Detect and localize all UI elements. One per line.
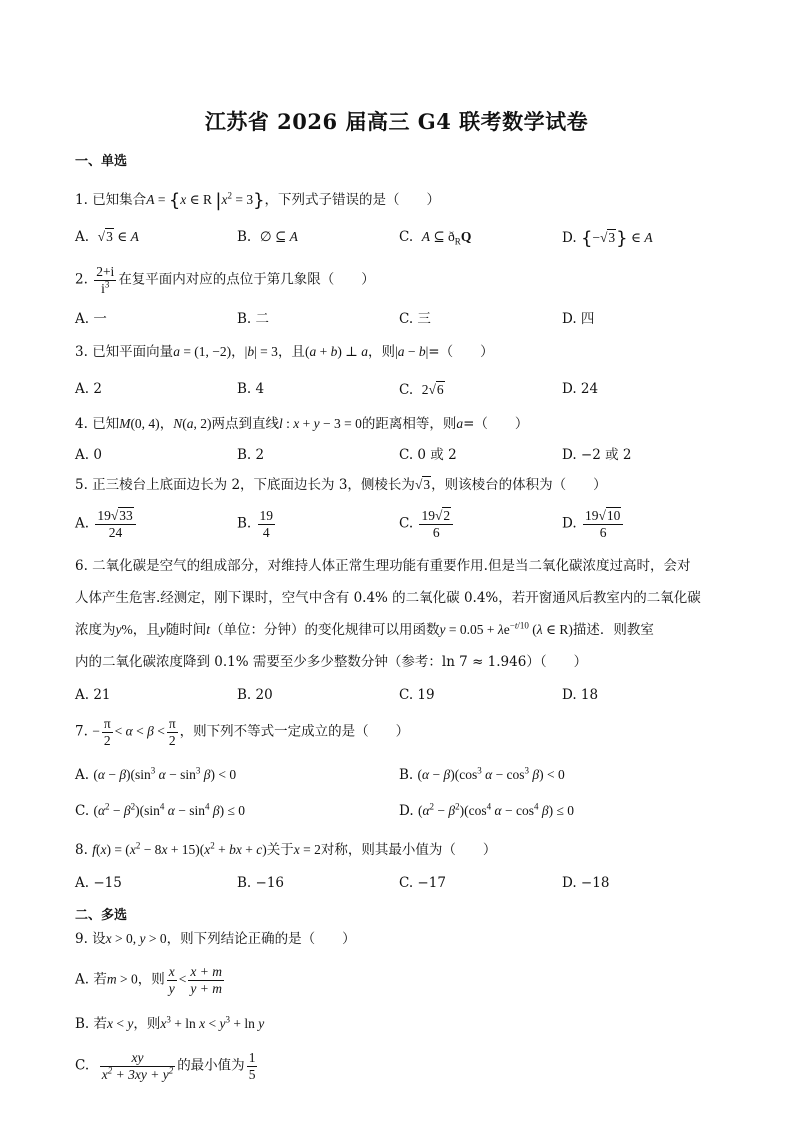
q1-option-b: B. ∅ ⊆ A xyxy=(237,229,298,245)
q3-option-d: D. 24 xyxy=(562,381,599,397)
q5-option-d: D. $\frac{19√10}{6}$ xyxy=(562,508,625,540)
q5-option-a: A. $\frac{19√33}{24}$ xyxy=(75,508,138,540)
q4-option-b: B. 2 xyxy=(237,447,265,463)
q8-option-c: C. −17 xyxy=(399,875,446,891)
q3-option-a: A. 2 xyxy=(75,381,102,397)
q9-option-b: B. 若x < y，则$x^3 + \ln x < y^3 + \ln y$ xyxy=(75,1014,265,1032)
q6-option-b: B. 20 xyxy=(237,687,273,703)
question-3: 3. 已知平面向量a = (1, −2)，|b| = 3，且(a + b) ⊥ a，则|a − b|=（ ） xyxy=(75,344,494,360)
q8-option-d: D. −18 xyxy=(562,875,610,891)
section-single-choice: 一、单选 xyxy=(75,154,128,169)
q5-option-c: C. $\frac{19√2}{6}$ xyxy=(399,508,455,540)
q6-option-c: C. 19 xyxy=(399,687,435,703)
q2-option-b: B. 二 xyxy=(237,311,270,327)
q2-option-a: A. 一 xyxy=(75,311,107,327)
question-4: 4. 已知M(0, 4)，N(a, 2)两点到直线l : x + y − 3 = 0的距离相等，则a=（ ） xyxy=(75,416,529,432)
q2-option-d: D. 四 xyxy=(562,311,595,327)
q4-option-d: D. −2 或 2 xyxy=(562,447,632,463)
q5-option-b: B. $\frac{19}{4}$ xyxy=(237,508,274,540)
q1-option-d: D. {−√3} ∈ A xyxy=(562,228,653,249)
q7-option-a: A. $(\alpha - \beta)(\sin^3$ $\alpha - \sin^3 \beta) < 0$ xyxy=(75,765,237,783)
q3-option-b: B. 4 xyxy=(237,381,265,397)
q6-option-d: D. 18 xyxy=(562,687,599,703)
question-2: 2. $\frac{2+i}{i^3}$ 在复平面内对应的点位于第几象限（ ） xyxy=(75,264,375,296)
q1-option-a: A. √3 ∈ A xyxy=(75,229,139,245)
q4-option-a: A. 0 xyxy=(75,447,102,463)
question-7: 7. − $\frac{\pi}{2}$ < α < β < $\frac{\pi}{2}$ ，则下列不等式一定成立的是（ ） xyxy=(75,716,410,748)
question-6: 6. 二氧化碳是空气的组成部分，对维持人体正常生理功能有重要作用.但是当二氧化碳浓度过高时，会对 人体产生危害.经测定，刚下课时，空气中含有 0.4% 的二氧化碳 0.4%，若开窗通风后教室内的二氧化碳 浓度为y%，且y随时间t（单位：分钟）的变化规律可以用函数$y = 0.05 + \lambda e^{-t/10}$ (λ ∈ R)描述．则教室 内的二氧化碳浓度降到 0.1% 需要至少多少整数分钟（参考：ln 7 ≈ 1.946）（ ） xyxy=(75,558,701,670)
q7-option-b: B. $(\alpha - \beta)(\cos^3$ $\alpha - \cos^3 \beta) < 0$ xyxy=(399,765,565,783)
q9-option-c: C. $\frac{xy}{x^2 + 3xy + y^2}$ 的最小值为 $\frac{1}{5}$ xyxy=(75,1050,256,1082)
page-title: 江苏省 2026 届高三 G4 联考数学试卷 xyxy=(204,109,589,134)
q9-option-a: A. 若m > 0，则 $\frac{x}{y}$ < $\frac{x + m}{y + m}$ xyxy=(75,964,222,996)
q3-option-c: C. 2√6 xyxy=(399,382,444,398)
q7-option-d: D. $(\alpha^2 - \beta^2)(\cos^4$ $\alpha - \cos^4 \beta) \le 0$ xyxy=(399,801,574,819)
section-multiple-choice: 二、多选 xyxy=(75,908,128,923)
q7-option-c: C. $(\alpha^2 - \beta^2)(\sin^4$ $\alpha - \sin^4 \beta) \le 0$ xyxy=(75,801,245,819)
q1-option-c: C. A ⊆ $ð_RQ$ xyxy=(399,229,472,247)
q8-option-b: B. −16 xyxy=(237,875,284,891)
q6-option-a: A. 21 xyxy=(75,687,111,703)
q2-option-c: C. 三 xyxy=(399,311,431,327)
q4-option-c: C. 0 或 2 xyxy=(399,447,457,463)
question-1: 1. 已知集合A = {x ∈ R $|x^2 = 3$}，下列式子错误的是（ ） xyxy=(75,190,441,211)
question-8: 8. $f(x) = (x^2 - 8x + 15)(x^2$ + bx + c)关于x = 2对称，则其最小值为（ ） xyxy=(75,840,497,858)
question-9: 9. 设x > 0, y > 0，则下列结论正确的是（ ） xyxy=(75,931,356,947)
q8-option-a: A. −15 xyxy=(75,875,122,891)
question-5: 5. 正三棱台上底面边长为 2，下底面边长为 3，侧棱长为√3，则该棱台的体积为（ ） xyxy=(75,477,607,493)
